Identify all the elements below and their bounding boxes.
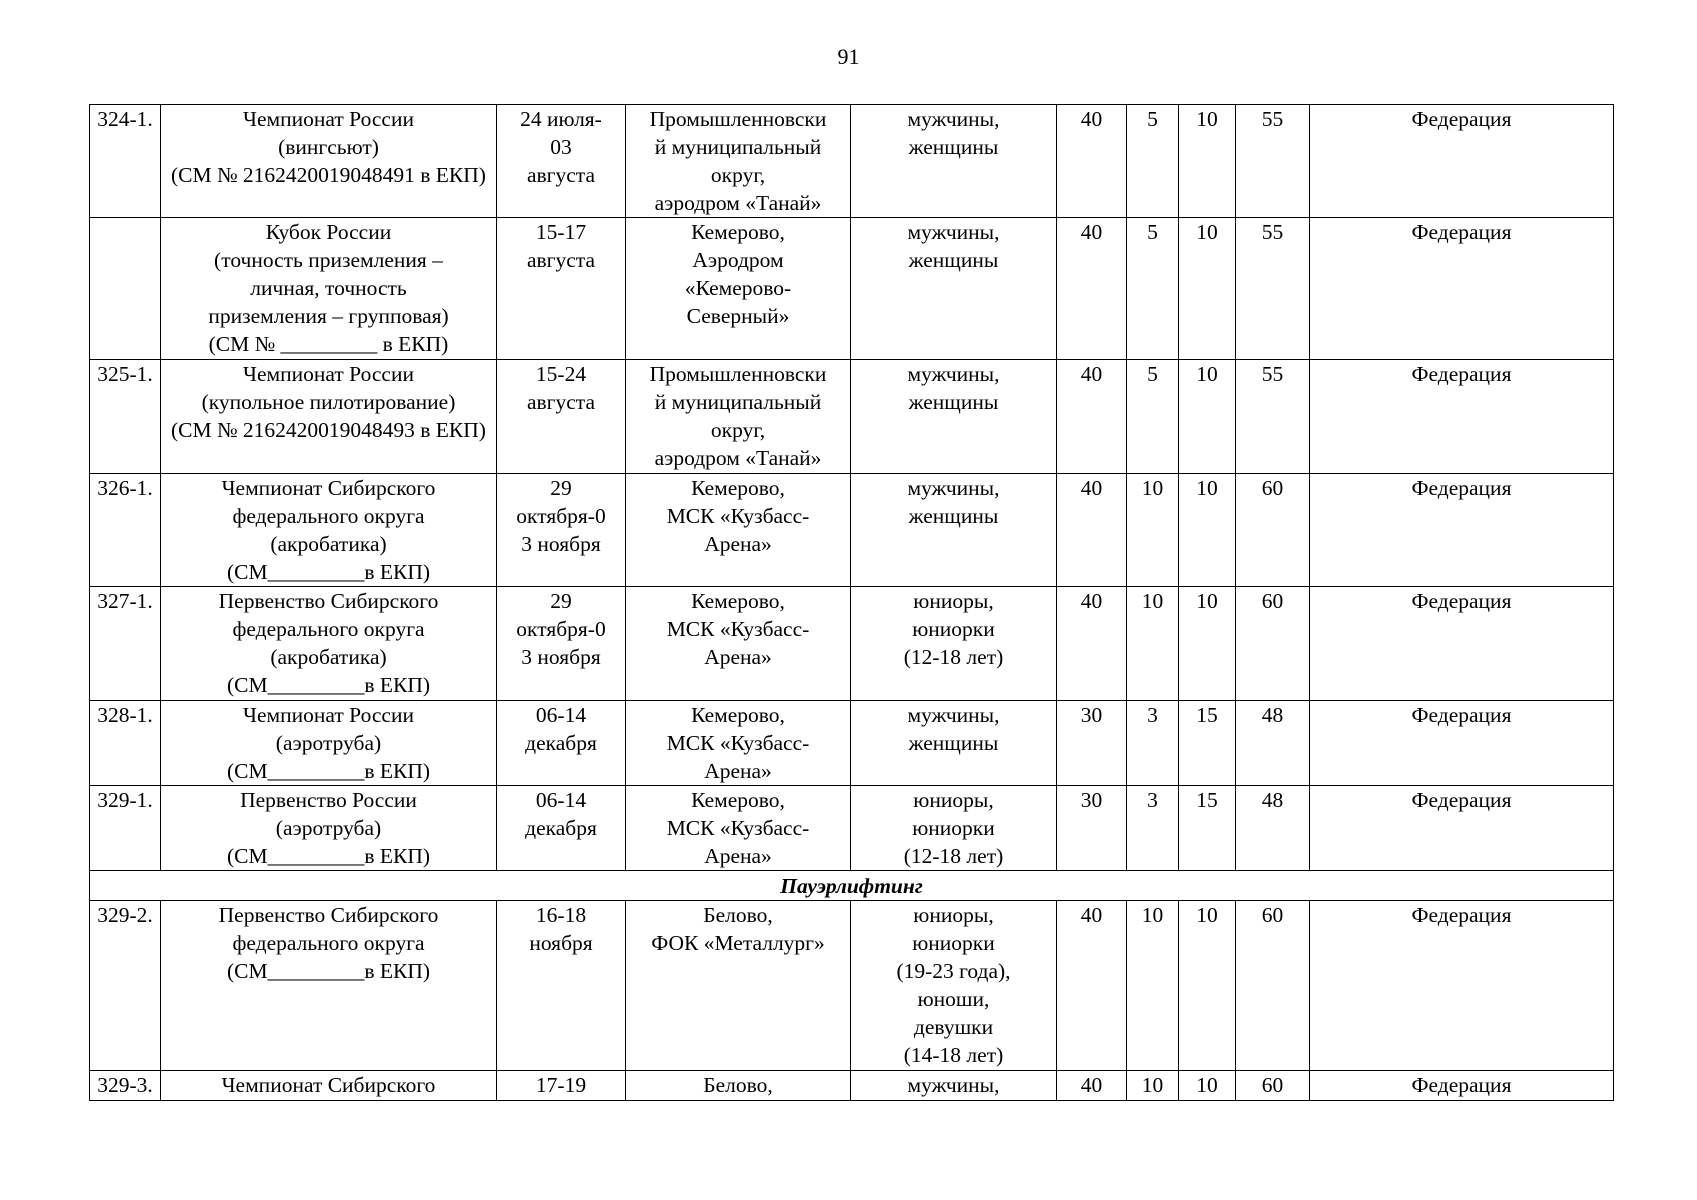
table-row bbox=[90, 218, 1614, 360]
event-number: 328-1. bbox=[90, 701, 161, 786]
section-title: Пауэрлифтинг bbox=[90, 871, 1614, 901]
count-col-3: 10 bbox=[1179, 474, 1236, 587]
event-organizer: Федерация bbox=[1310, 786, 1614, 871]
table-row bbox=[90, 1071, 1614, 1101]
event-venue: Кемерово, МСК «Кузбасс- Арена» bbox=[626, 474, 851, 587]
count-col-1: 40 bbox=[1057, 1071, 1127, 1101]
event-name: Чемпионат Сибирского федерального округа (акробатика) (СМ_________в ЕКП) bbox=[161, 474, 497, 587]
table-row bbox=[90, 587, 1614, 701]
event-venue: Кемерово, Аэродром «Кемерово- Северный» bbox=[626, 218, 851, 360]
event-number: 326-1. bbox=[90, 474, 161, 587]
event-organizer: Федерация bbox=[1310, 701, 1614, 786]
event-number: 329-3. bbox=[90, 1071, 161, 1101]
event-number bbox=[90, 218, 161, 360]
event-participants: мужчины, женщины bbox=[851, 360, 1057, 474]
event-organizer: Федерация bbox=[1310, 105, 1614, 218]
count-col-1: 40 bbox=[1057, 901, 1127, 1071]
event-participants: юниоры, юниорки (12-18 лет) bbox=[851, 786, 1057, 871]
event-venue: Кемерово, МСК «Кузбасс- Арена» bbox=[626, 701, 851, 786]
event-participants: юниоры, юниорки (12-18 лет) bbox=[851, 587, 1057, 701]
count-col-2: 10 bbox=[1127, 587, 1179, 701]
event-participants: мужчины, женщины bbox=[851, 105, 1057, 218]
event-dates: 06-14 декабря bbox=[497, 786, 626, 871]
count-total: 48 bbox=[1236, 786, 1310, 871]
count-total: 60 bbox=[1236, 474, 1310, 587]
event-number: 327-1. bbox=[90, 587, 161, 701]
event-participants: мужчины, женщины bbox=[851, 218, 1057, 360]
event-dates: 15-24 августа bbox=[497, 360, 626, 474]
event-dates: 24 июля- 03 августа bbox=[497, 105, 626, 218]
count-col-2: 5 bbox=[1127, 360, 1179, 474]
count-total: 60 bbox=[1236, 901, 1310, 1071]
count-col-1: 40 bbox=[1057, 360, 1127, 474]
event-dates: 17-19 bbox=[497, 1071, 626, 1101]
count-col-3: 15 bbox=[1179, 786, 1236, 871]
count-total: 55 bbox=[1236, 218, 1310, 360]
count-col-3: 10 bbox=[1179, 360, 1236, 474]
event-name: Первенство России (аэротруба) (СМ_________в ЕКП) bbox=[161, 786, 497, 871]
event-participants: мужчины, женщины bbox=[851, 701, 1057, 786]
event-participants: мужчины, bbox=[851, 1071, 1057, 1101]
event-venue: Белово, bbox=[626, 1071, 851, 1101]
table-row bbox=[90, 901, 1614, 1071]
count-col-2: 10 bbox=[1127, 901, 1179, 1071]
event-venue: Промышленновски й муниципальный округ, аэродром «Танай» bbox=[626, 360, 851, 474]
event-dates: 29 октября-0 3 ноября bbox=[497, 587, 626, 701]
event-name: Первенство Сибирского федерального округа (СМ_________в ЕКП) bbox=[161, 901, 497, 1071]
count-col-1: 40 bbox=[1057, 474, 1127, 587]
count-col-1: 40 bbox=[1057, 105, 1127, 218]
event-name: Чемпионат Сибирского bbox=[161, 1071, 497, 1101]
event-dates: 06-14 декабря bbox=[497, 701, 626, 786]
count-col-2: 3 bbox=[1127, 786, 1179, 871]
count-col-3: 10 bbox=[1179, 901, 1236, 1071]
event-organizer: Федерация bbox=[1310, 218, 1614, 360]
page-number: 91 bbox=[837, 44, 860, 69]
table-row bbox=[90, 786, 1614, 871]
event-name: Первенство Сибирского федерального округа (акробатика) (СМ_________в ЕКП) bbox=[161, 587, 497, 701]
event-participants: юниоры, юниорки (19-23 года), юноши, девушки (14-18 лет) bbox=[851, 901, 1057, 1071]
event-number: 329-2. bbox=[90, 901, 161, 1071]
event-dates: 15-17 августа bbox=[497, 218, 626, 360]
count-total: 55 bbox=[1236, 360, 1310, 474]
event-venue: Белово, ФОК «Металлург» bbox=[626, 901, 851, 1071]
event-dates: 16-18 ноября bbox=[497, 901, 626, 1071]
event-number: 325-1. bbox=[90, 360, 161, 474]
count-col-2: 10 bbox=[1127, 1071, 1179, 1101]
competition-table bbox=[89, 104, 1614, 1101]
count-col-1: 40 bbox=[1057, 218, 1127, 360]
event-name: Чемпионат России (купольное пилотирование) (СМ № 2162420019048493 в ЕКП) bbox=[161, 360, 497, 474]
event-dates: 29 октября-0 3 ноября bbox=[497, 474, 626, 587]
event-name: Чемпионат России (аэротруба) (СМ_________в ЕКП) bbox=[161, 701, 497, 786]
count-col-1: 40 bbox=[1057, 587, 1127, 701]
event-number: 324-1. bbox=[90, 105, 161, 218]
event-name: Кубок России (точность приземления – личная, точность приземления – групповая) (СМ № _________ в ЕКП) bbox=[161, 218, 497, 360]
event-organizer: Федерация bbox=[1310, 901, 1614, 1071]
event-name: Чемпионат России (вингсьют) (СМ № 2162420019048491 в ЕКП) bbox=[161, 105, 497, 218]
count-col-3: 10 bbox=[1179, 218, 1236, 360]
event-number: 329-1. bbox=[90, 786, 161, 871]
count-total: 60 bbox=[1236, 1071, 1310, 1101]
event-venue: Промышленновски й муниципальный округ, аэродром «Танай» bbox=[626, 105, 851, 218]
section-header-row bbox=[90, 871, 1614, 901]
count-col-1: 30 bbox=[1057, 786, 1127, 871]
count-col-1: 30 bbox=[1057, 701, 1127, 786]
count-col-3: 10 bbox=[1179, 105, 1236, 218]
count-col-3: 15 bbox=[1179, 701, 1236, 786]
count-total: 55 bbox=[1236, 105, 1310, 218]
table-row bbox=[90, 360, 1614, 474]
count-total: 48 bbox=[1236, 701, 1310, 786]
event-venue: Кемерово, МСК «Кузбасс- Арена» bbox=[626, 587, 851, 701]
count-col-2: 5 bbox=[1127, 218, 1179, 360]
table-row bbox=[90, 105, 1614, 218]
count-col-2: 5 bbox=[1127, 105, 1179, 218]
table-row bbox=[90, 474, 1614, 587]
count-total: 60 bbox=[1236, 587, 1310, 701]
event-participants: мужчины, женщины bbox=[851, 474, 1057, 587]
count-col-3: 10 bbox=[1179, 587, 1236, 701]
count-col-2: 10 bbox=[1127, 474, 1179, 587]
count-col-2: 3 bbox=[1127, 701, 1179, 786]
event-organizer: Федерация bbox=[1310, 1071, 1614, 1101]
table-row bbox=[90, 701, 1614, 786]
event-organizer: Федерация bbox=[1310, 474, 1614, 587]
event-organizer: Федерация bbox=[1310, 587, 1614, 701]
count-col-3: 10 bbox=[1179, 1071, 1236, 1101]
event-organizer: Федерация bbox=[1310, 360, 1614, 474]
event-venue: Кемерово, МСК «Кузбасс- Арена» bbox=[626, 786, 851, 871]
